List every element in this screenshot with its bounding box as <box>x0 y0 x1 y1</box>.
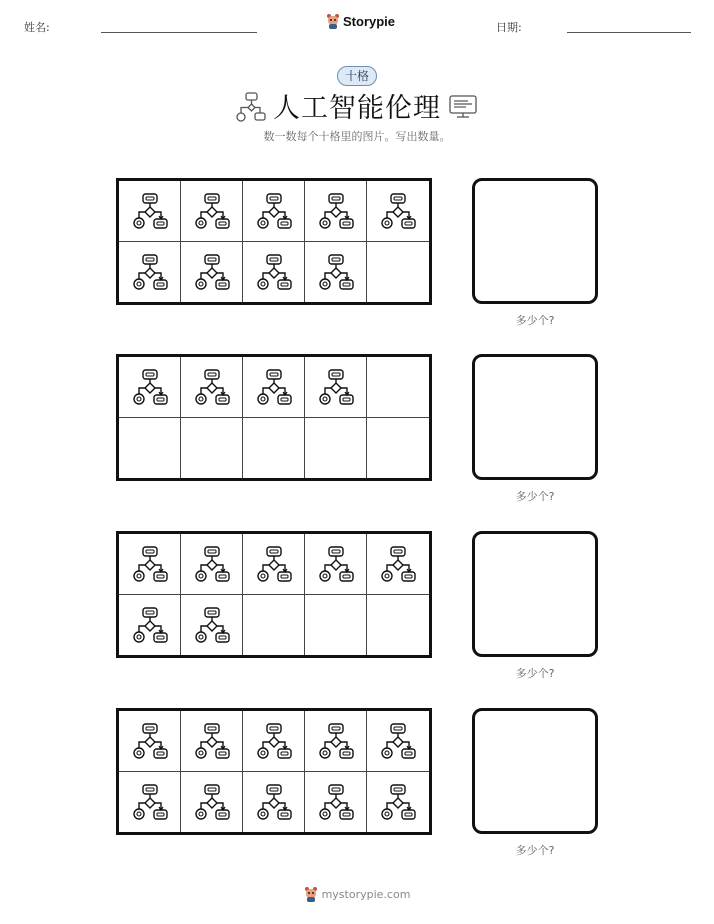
flowchart-icon <box>132 253 168 291</box>
storypie-logo-icon <box>326 13 340 29</box>
ten-frame-cell <box>367 242 429 303</box>
flowchart-icon <box>318 192 354 230</box>
date-field[interactable] <box>567 32 691 33</box>
flowchart-icon <box>132 192 168 230</box>
flowchart-icon <box>194 606 230 644</box>
footer-url: mystorypie.com <box>321 887 411 901</box>
flowchart-icon <box>256 545 292 583</box>
question-label-1: 多少个? <box>515 314 555 327</box>
flowchart-icon <box>256 253 292 291</box>
ten-frame-cell <box>181 242 243 303</box>
flowchart-icon <box>132 606 168 644</box>
answer-box-4[interactable] <box>472 708 598 834</box>
flowchart-icon <box>132 545 168 583</box>
ten-frame-cell <box>119 772 181 833</box>
flowchart-icon <box>194 253 230 291</box>
ten-frame-cell <box>367 772 429 833</box>
ten-frame-cell <box>305 534 367 595</box>
ten-frame-cell <box>305 595 367 656</box>
footer <box>0 886 714 902</box>
ten-frame-cell <box>367 711 429 772</box>
ten-frame-cell <box>119 418 181 479</box>
flowchart-icon <box>380 192 416 230</box>
ten-frame-cell <box>181 595 243 656</box>
flowchart-icon <box>194 783 230 821</box>
flowchart-icon <box>256 368 292 406</box>
flowchart-icon <box>380 722 416 760</box>
ten-frame-4 <box>116 708 432 835</box>
flowchart-icon <box>194 192 230 230</box>
ten-frame-3 <box>116 531 432 658</box>
ten-frame-cell <box>305 418 367 479</box>
ten-frame-cell <box>367 595 429 656</box>
question-label-4: 多少个? <box>515 844 555 857</box>
answer-box-1[interactable] <box>472 178 598 304</box>
name-label: 姓名: <box>24 21 50 34</box>
flowchart-icon <box>380 545 416 583</box>
flowchart-icon <box>132 722 168 760</box>
ten-frame-cell <box>119 711 181 772</box>
answer-box-2[interactable] <box>472 354 598 480</box>
flowchart-icon <box>318 368 354 406</box>
question-label-2: 多少个? <box>515 490 555 503</box>
storypie-logo-icon <box>304 886 318 902</box>
flowchart-icon <box>256 722 292 760</box>
ten-frame-cell <box>243 242 305 303</box>
ten-frame-cell <box>243 534 305 595</box>
ten-frame-cell <box>367 418 429 479</box>
name-field[interactable] <box>101 32 257 33</box>
ten-frame-cell <box>367 534 429 595</box>
instructions: 数一数每个十格里的图片。写出数量。 <box>263 130 451 143</box>
brand-name: Storypie <box>343 13 396 29</box>
page-title: 人工智能伦理 <box>273 93 441 124</box>
computer-monitor-icon <box>448 94 478 120</box>
topic-badge: 十格 <box>337 66 377 86</box>
flowchart-icon <box>318 545 354 583</box>
ten-frame-cell <box>181 357 243 418</box>
flowchart-icon <box>318 783 354 821</box>
flowchart-icon <box>194 722 230 760</box>
ten-frame-cell <box>367 181 429 242</box>
date-label: 日期: <box>496 21 522 34</box>
flowchart-icon <box>256 192 292 230</box>
ten-frame-cell <box>181 534 243 595</box>
ten-frame-1 <box>116 178 432 305</box>
ten-frame-cell <box>243 595 305 656</box>
flowchart-icon <box>380 783 416 821</box>
ten-frame-cell <box>305 181 367 242</box>
ten-frame-cell <box>367 357 429 418</box>
ten-frame-cell <box>181 418 243 479</box>
ten-frame-cell <box>305 711 367 772</box>
ten-frame-2 <box>116 354 432 481</box>
flowchart-icon <box>132 368 168 406</box>
flowchart-icon <box>318 722 354 760</box>
question-label-3: 多少个? <box>515 667 555 680</box>
ten-frame-cell <box>119 534 181 595</box>
ten-frame-cell <box>243 711 305 772</box>
ten-frame-cell <box>181 711 243 772</box>
brand <box>326 13 395 29</box>
ten-frame-cell <box>119 242 181 303</box>
ten-frame-cell <box>119 181 181 242</box>
ten-frame-cell <box>119 357 181 418</box>
flowchart-icon <box>194 545 230 583</box>
ten-frame-cell <box>243 772 305 833</box>
flowchart-icon <box>256 783 292 821</box>
ten-frame-cell <box>243 418 305 479</box>
ten-frame-cell <box>181 772 243 833</box>
ten-frame-cell <box>119 595 181 656</box>
ten-frame-cell <box>305 242 367 303</box>
flowchart-icon <box>194 368 230 406</box>
ten-frame-cell <box>181 181 243 242</box>
answer-box-3[interactable] <box>472 531 598 657</box>
flowchart-icon <box>318 253 354 291</box>
ten-frame-cell <box>243 357 305 418</box>
flowchart-icon <box>132 783 168 821</box>
ten-frame-cell <box>243 181 305 242</box>
ten-frame-cell <box>305 772 367 833</box>
ten-frame-cell <box>305 357 367 418</box>
